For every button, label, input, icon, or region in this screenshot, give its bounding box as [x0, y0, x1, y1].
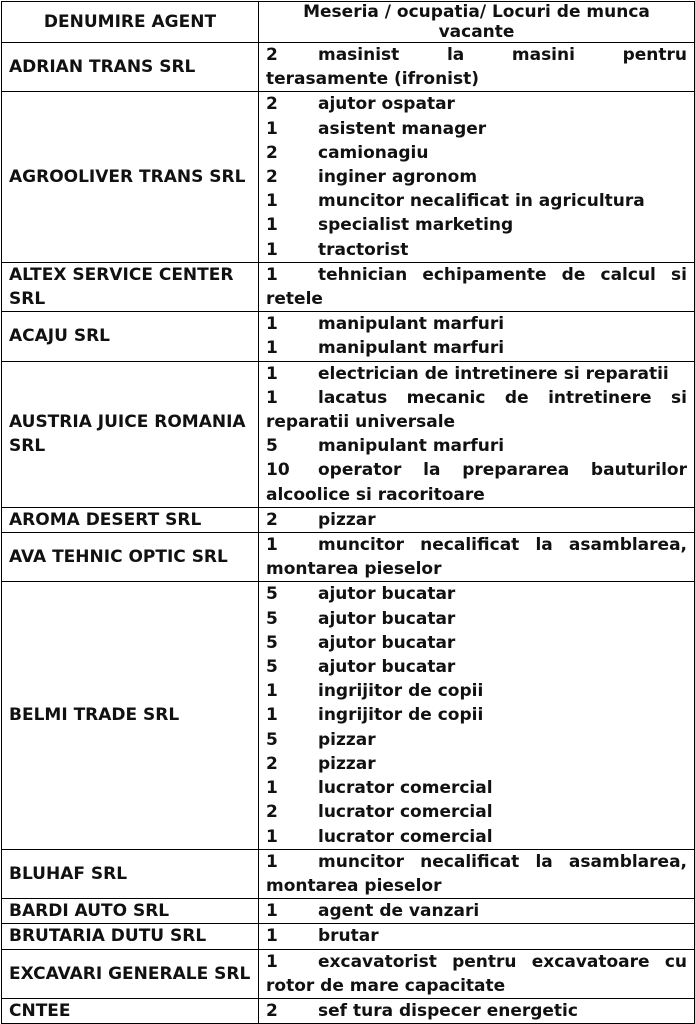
table-row: [2, 582, 695, 849]
agent-name-cell: BLUHAF SRL: [2, 849, 259, 898]
job-entry: [266, 43, 687, 91]
job-title: manipulant marfuri: [318, 314, 505, 335]
table-row: [2, 949, 695, 998]
vacancy-count: 1: [266, 215, 278, 236]
vacancy-count: 1: [266, 901, 278, 922]
job-entry: [266, 312, 687, 336]
table-row: [2, 312, 695, 361]
vacancy-count: 2: [266, 753, 278, 774]
vacancy-count: 1: [266, 118, 278, 139]
job-title: ajutor bucatar: [318, 657, 456, 678]
job-entry: [266, 655, 687, 679]
job-title: operator la prepararea bauturilor alcoolice si racoritoare: [266, 460, 687, 505]
job-title: brutar: [318, 926, 379, 947]
table-row: [2, 92, 695, 262]
job-title: lacatus mecanic de intretinere si reparatii universale: [266, 387, 687, 433]
job-title: electrician de intretinere si reparatii: [318, 363, 669, 384]
jobs-cell: [259, 43, 695, 92]
job-title: agent de vanzari: [318, 901, 480, 922]
vacancy-count: 1: [266, 826, 278, 847]
agent-name-cell: AVA TEHNIC OPTIC SRL: [2, 533, 259, 582]
job-entry: [266, 728, 687, 752]
vacancy-count: 1: [266, 535, 278, 556]
job-entry: [266, 263, 687, 311]
job-title: lucrator comercial: [318, 826, 493, 847]
vacancy-count: 1: [266, 778, 278, 799]
agent-name-cell: AGROOLIVER TRANS SRL: [2, 92, 259, 262]
vacancy-count: 2: [266, 45, 278, 65]
job-entry: [266, 999, 687, 1023]
vacancy-count: 2: [266, 802, 278, 823]
job-title: pizzar: [318, 753, 376, 774]
job-title: muncitor necalificat la asamblarea, montarea pieselor: [266, 535, 687, 580]
jobs-cell: [259, 924, 695, 949]
jobs-cell: [259, 998, 695, 1023]
vacancy-count: 5: [266, 608, 278, 629]
job-title: ajutor ospatar: [318, 94, 455, 115]
job-title: specialist marketing: [318, 215, 514, 236]
vacancy-count: 1: [266, 264, 278, 285]
agent-name-cell: AROMA DESERT SRL: [2, 507, 259, 532]
job-title: inginer agronom: [318, 167, 478, 188]
jobs-cell: [259, 533, 695, 582]
agent-name-cell: EXCAVARI GENERALE SRL: [2, 949, 259, 998]
job-entry: [266, 631, 687, 655]
job-entry: [266, 336, 687, 360]
jobs-cell: [259, 849, 695, 898]
job-entry: [266, 582, 687, 606]
job-entry: [266, 607, 687, 631]
vacancy-count: 1: [266, 387, 278, 408]
job-title: tractorist: [318, 239, 409, 260]
vacancy-count: 5: [266, 657, 278, 678]
vacancy-count: 2: [266, 167, 278, 188]
job-entry: [266, 362, 687, 386]
table-row: [2, 899, 695, 924]
job-entry: [266, 776, 687, 800]
job-entry: [266, 950, 687, 998]
table-row: [2, 849, 695, 898]
job-entry: [266, 238, 687, 262]
job-title: masinist la masini pentru terasamente (ifronist): [266, 45, 687, 90]
vacancy-count: 1: [266, 851, 278, 872]
job-entry: [266, 850, 687, 898]
job-entry: [266, 189, 687, 213]
job-title: muncitor necalificat la asamblarea, montarea pieselor: [266, 851, 687, 896]
agent-name-cell: ADRIAN TRANS SRL: [2, 43, 259, 92]
job-title: camionagiu: [318, 142, 429, 163]
job-entry: [266, 752, 687, 776]
vacancy-count: 1: [266, 951, 278, 972]
jobs-cell: [259, 582, 695, 849]
table-header-row: [2, 2, 695, 43]
table-row: [2, 924, 695, 949]
job-title: tehnician echipamente de calcul si retele: [266, 264, 687, 310]
vacancy-count: 2: [266, 1000, 278, 1021]
job-entry: [266, 899, 687, 923]
jobs-cell: [259, 949, 695, 998]
jobs-cell: [259, 899, 695, 924]
agent-name-cell: AUSTRIA JUICE ROMANIA SRL: [2, 361, 259, 507]
vacancy-count: 5: [266, 436, 278, 457]
table-row: [2, 998, 695, 1023]
table-row: [2, 262, 695, 311]
agent-name-cell: ALTEX SERVICE CENTER SRL: [2, 262, 259, 311]
vacancy-count: 5: [266, 632, 278, 653]
job-entry: [266, 703, 687, 727]
jobs-cell: [259, 92, 695, 262]
vacancy-count: 1: [266, 926, 278, 947]
job-entry: [266, 213, 687, 237]
vacancy-count: 1: [266, 338, 278, 359]
agent-name-cell: BRUTARIA DUTU SRL: [2, 924, 259, 949]
table-body: [2, 43, 695, 1024]
job-title: asistent manager: [318, 118, 487, 139]
job-entry: [266, 679, 687, 703]
jobs-cell: [259, 262, 695, 311]
job-title: ajutor bucatar: [318, 608, 456, 629]
column-header-agent: DENUMIRE AGENT: [2, 2, 259, 43]
job-title: manipulant marfuri: [318, 338, 505, 359]
table-row: [2, 507, 695, 532]
job-title: muncitor necalificat in agricultura: [318, 191, 645, 212]
vacancy-count: 5: [266, 584, 278, 605]
job-title: ingrijitor de copii: [318, 681, 484, 702]
job-title: excavatorist pentru excavatoare cu rotor de mare capacitate: [266, 951, 687, 996]
jobs-cell: [259, 361, 695, 507]
vacancy-count: 1: [266, 314, 278, 335]
job-title: manipulant marfuri: [318, 436, 505, 457]
job-title: pizzar: [318, 729, 376, 750]
job-title: pizzar: [318, 509, 376, 530]
job-entry: [266, 924, 687, 948]
job-entry: [266, 533, 687, 581]
column-header-jobs: Meseria / ocupatia/ Locuri de munca vacante: [259, 2, 695, 43]
jobs-cell: [259, 312, 695, 361]
vacancy-count: 1: [266, 681, 278, 702]
table-row: [2, 43, 695, 92]
job-title: sef tura dispecer energetic: [318, 1000, 578, 1021]
job-entry: [266, 800, 687, 824]
agent-name-cell: CNTEE: [2, 998, 259, 1023]
job-entry: [266, 434, 687, 458]
job-entry: [266, 825, 687, 849]
jobs-cell: [259, 507, 695, 532]
agent-name-cell: BARDI AUTO SRL: [2, 899, 259, 924]
job-entry: [266, 117, 687, 141]
vacancy-count: 1: [266, 239, 278, 260]
job-entry: [266, 508, 687, 532]
vacancy-count: 1: [266, 363, 278, 384]
agent-name-cell: ACAJU SRL: [2, 312, 259, 361]
job-title: ingrijitor de copii: [318, 705, 484, 726]
vacancy-count: 2: [266, 94, 278, 115]
vacancy-count: 2: [266, 509, 278, 530]
job-title: lucrator comercial: [318, 802, 493, 823]
job-entry: [266, 165, 687, 189]
job-entry: [266, 458, 687, 506]
vacancy-count: 1: [266, 705, 278, 726]
vacancy-count: 5: [266, 729, 278, 750]
job-title: ajutor bucatar: [318, 632, 456, 653]
table-row: [2, 361, 695, 507]
job-title: lucrator comercial: [318, 778, 493, 799]
job-entry: [266, 92, 687, 116]
vacancy-count: 2: [266, 142, 278, 163]
vacancy-count: 10: [266, 460, 290, 481]
agent-name-cell: BELMI TRADE SRL: [2, 582, 259, 849]
job-entry: [266, 141, 687, 165]
job-entry: [266, 386, 687, 434]
table-row: [2, 533, 695, 582]
vacancy-count: 1: [266, 191, 278, 212]
vacancies-table: [1, 1, 695, 1024]
job-title: ajutor bucatar: [318, 584, 456, 605]
